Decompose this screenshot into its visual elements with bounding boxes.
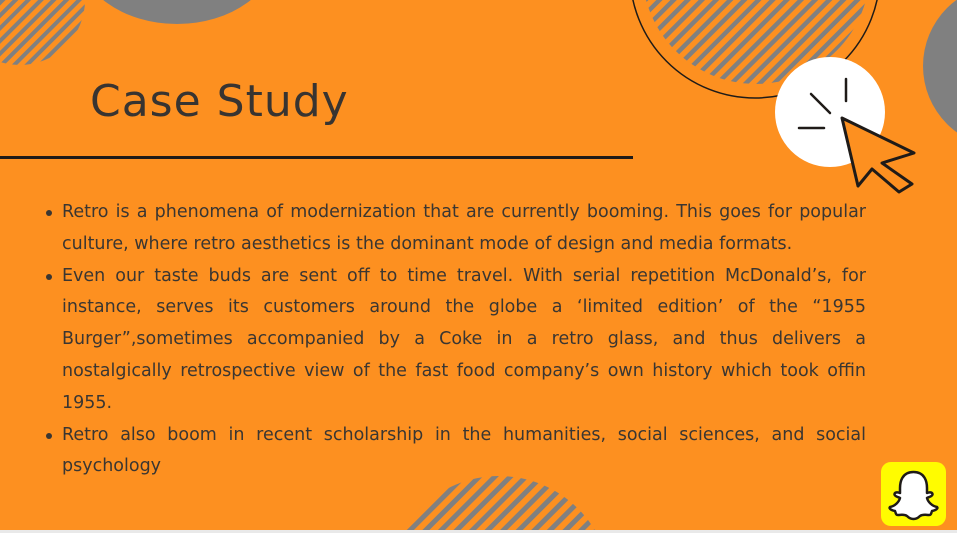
striped-half-circle-bottom <box>383 476 623 530</box>
list-item: Retro also boom in recent scholarship in the humanities, social sciences, and social psychology <box>42 420 866 484</box>
page-title: Case Study <box>90 76 349 127</box>
bullet-list <box>42 197 866 483</box>
striped-quarter-circle-top-left <box>0 0 90 70</box>
snapchat-button[interactable] <box>881 462 946 526</box>
gray-half-circle-top <box>78 0 278 30</box>
snapchat-ghost-icon <box>881 462 946 526</box>
title-divider <box>0 156 633 159</box>
list-item: Retro is a phenomena of modernization that are currently booming. This goes for popular culture, where retro aesthetics is the dominant mode of design and media formats. <box>42 197 866 261</box>
list-item: Even our taste buds are sent off to time travel. With serial repetition McDonald’s, for instance, serves its customers around the globe a ‘limited edition’ of the “1955 Burger”,sometimes accompanied by a Coke in a retro glass, and thus delivers a nostalgically retrospective view of the fast food company’s own history which took offin 1955. <box>42 261 866 420</box>
gray-half-circle-right <box>920 0 957 170</box>
cursor-click-icon <box>772 56 922 196</box>
